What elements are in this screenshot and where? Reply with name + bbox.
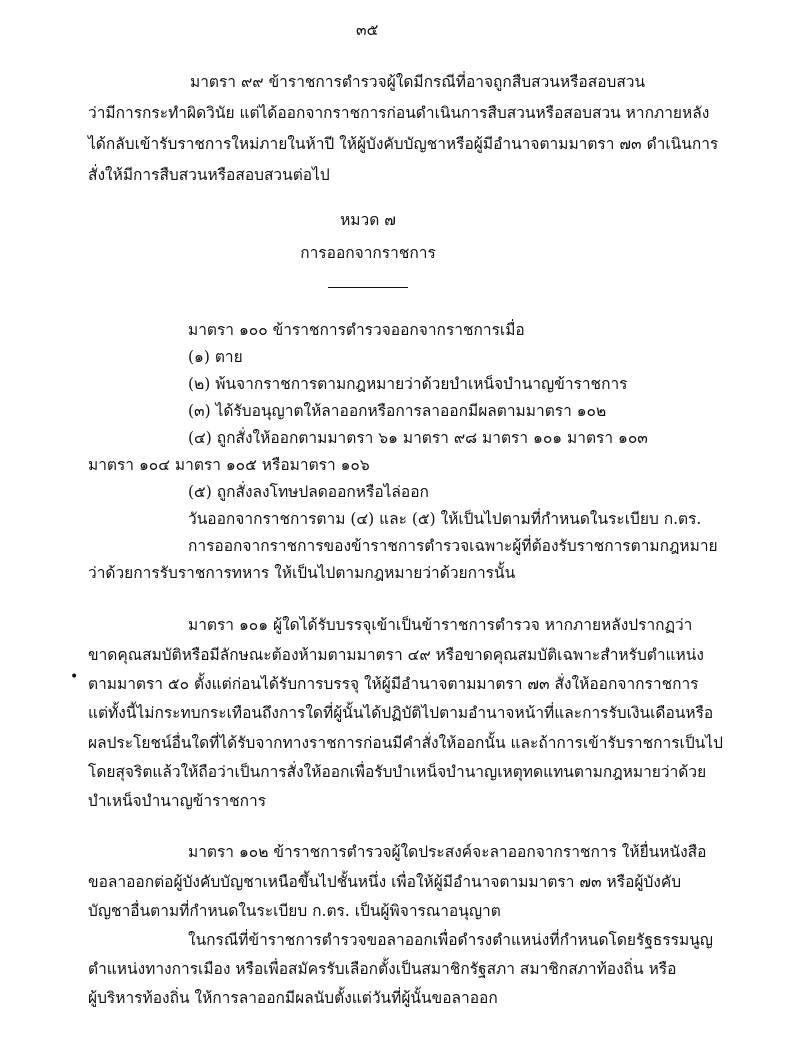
section-100-line-6: มาตรา ๑๐๔ มาตรา ๑๐๕ หรือมาตรา ๑๐๖	[88, 456, 370, 474]
section-100-line-4: (๓) ได้รับอนุญาตให้ลาออกหรือการลาออกมีผลตามมาตรา ๑๐๒	[188, 402, 607, 420]
section-99-line-4: สั่งให้มีการสืบสวนหรือสอบสวนต่อไป	[88, 166, 330, 184]
section-100-line-5: (๔) ถูกสั่งให้ออกตามมาตรา ๖๑ มาตรา ๙๘ มาตรา ๑๐๑ มาตรา ๑๐๓	[188, 429, 648, 447]
section-102-line-4: ในกรณีที่ข้าราชการตำรวจขอลาออกเพื่อดำรงตำแหน่งที่กำหนดโดยรัฐธรรมนูญ	[188, 931, 714, 949]
section-102-line-1: มาตรา ๑๐๒ ข้าราชการตำรวจผู้ใดประสงค์จะลาออกจากราชการ ให้ยื่นหนังสือ	[188, 843, 707, 861]
section-101-line-7: บำเหน็จบำนาญข้าราชการ	[88, 792, 267, 810]
section-100-line-3: (๒) พ้นจากราชการตามกฎหมายว่าด้วยบำเหน็จบำนาญข้าราชการ	[188, 375, 628, 393]
section-100-line-7: (๕) ถูกสั่งลงโทษปลดออกหรือไล่ออก	[188, 483, 429, 501]
section-101-line-2: ขาดคุณสมบัติหรือมีลักษณะต้องห้ามตามมาตรา ๔๙ หรือขาดคุณสมบัติเฉพาะสำหรับตำแหน่ง	[88, 646, 704, 664]
section-100-line-2: (๑) ตาย	[188, 348, 243, 366]
section-102-line-2: ขอลาออกต่อผู้บังคับบัญชาเหนือขึ้นไปชั้นหนึ่ง เพื่อให้ผู้มีอำนาจตามมาตรา ๗๓ หรือผู้บังคับ	[88, 873, 682, 891]
section-101-line-3: ตามมาตรา ๕๐ ตั้งแต่ก่อนได้รับการบรรจุ ให้ผู้มีอำนาจตามมาตรา ๗๓ สั่งให้ออกจากราชการ	[88, 675, 699, 693]
margin-mark: •	[70, 669, 79, 685]
section-99-line-3: ได้กลับเข้ารับราชการใหม่ภายในห้าปี ให้ผู้บังคับบัญชาหรือผู้มีอำนาจตามมาตรา ๗๓ ดำเนินการ	[88, 135, 719, 153]
section-102-line-6: ผู้บริหารท้องถิ่น ให้การลาออกมีผลนับตั้งแต่วันที่ผู้นั้นขอลาออก	[88, 989, 498, 1007]
section-99-line-2: ว่ามีการกระทำผิดวินัย แต่ได้ออกจากราชการก่อนดำเนินการสืบสวนหรือสอบสวน หากภายหลัง	[88, 104, 710, 122]
chapter-subheading: การออกจากราชการ	[300, 244, 436, 262]
chapter-heading: หมวด ๗	[340, 211, 396, 229]
section-101-line-1: มาตรา ๑๐๑ ผู้ใดได้รับบรรจุเข้าเป็นข้าราชการตำรวจ หากภายหลังปรากฏว่า	[188, 616, 693, 634]
section-100-line-8: วันออกจากราชการตาม (๔) และ (๕) ให้เป็นไปตามที่กำหนดในระเบียบ ก.ตร.	[188, 510, 702, 528]
heading-divider	[328, 287, 408, 288]
page-number: ๓๕	[356, 21, 379, 39]
section-99-line-1: มาตรา ๙๙ ข้าราชการตำรวจผู้ใดมีกรณีที่อาจถูกสืบสวนหรือสอบสวน	[190, 73, 646, 91]
section-100-line-1: มาตรา ๑๐๐ ข้าราชการตำรวจออกจากราชการเมื่อ	[188, 321, 525, 339]
section-101-line-4: แต่ทั้งนี้ไม่กระทบกระเทือนถึงการใดที่ผู้นั้นได้ปฏิบัติไปตามอำนาจหน้าที่และการรับเงินเดือนหรือ	[88, 704, 714, 722]
section-100-line-10: ว่าด้วยการรับราชการทหาร ให้เป็นไปตามกฎหมายว่าด้วยการนั้น	[88, 564, 516, 582]
section-100-line-9: การออกจากราชการของข้าราชการตำรวจเฉพาะผู้ที่ต้องรับราชการตามกฎหมาย	[188, 537, 718, 555]
section-102-line-3: บัญชาอื่นตามที่กำหนดในระเบียบ ก.ตร. เป็นผู้พิจารณาอนุญาต	[88, 902, 501, 920]
section-102-line-5: ตำแหน่งทางการเมือง หรือเพื่อสมัครรับเลือกตั้งเป็นสมาชิกรัฐสภา สมาชิกสภาท้องถิ่น หรือ	[88, 960, 677, 978]
section-101-line-5: ผลประโยชน์อื่นใดที่ได้รับจากทางราชการก่อนมีคำสั่งให้ออกนั้น และถ้าการเข้ารับราชการเป็นไป	[88, 734, 723, 752]
section-101-line-6: โดยสุจริตแล้วให้ถือว่าเป็นการสั่งให้ออกเพื่อรับบำเหน็จบำนาญเหตุทดแทนตามกฎหมายว่าด้วย	[88, 763, 707, 781]
